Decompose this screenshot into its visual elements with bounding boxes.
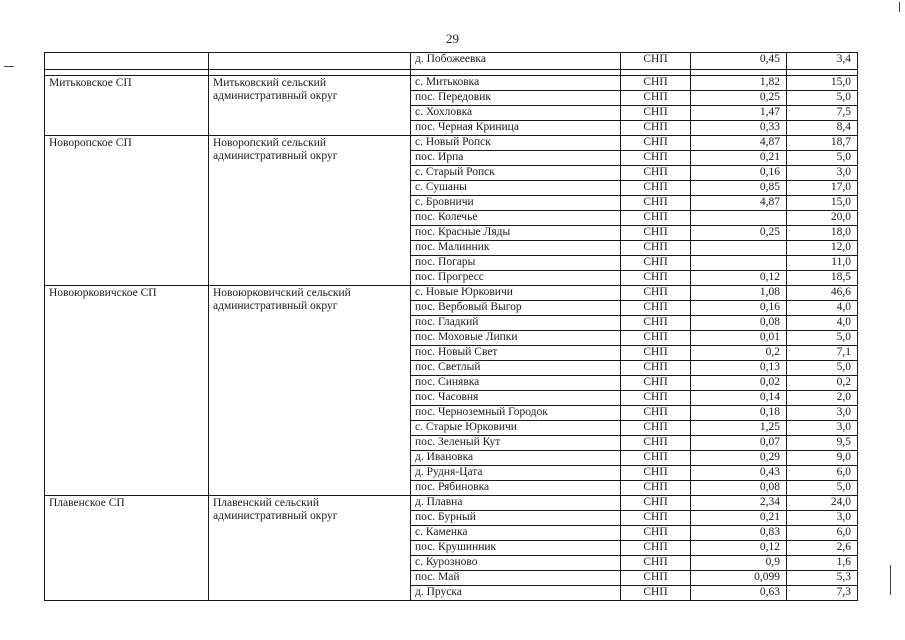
distance-cell: 5,0 — [787, 331, 858, 346]
area-cell — [691, 256, 787, 271]
distance-cell: 18,0 — [787, 226, 858, 241]
settlement-type-cell: СНП — [621, 331, 691, 346]
settlement-name-cell: с. Каменка — [411, 526, 621, 541]
okrug-cell: Митьковский сельский административный округ — [209, 76, 411, 136]
settlement-name-cell: пос. Май — [411, 571, 621, 586]
area-cell: 0,85 — [691, 181, 787, 196]
area-cell: 0,21 — [691, 151, 787, 166]
settlement-name-cell: с. Старые Юрковичи — [411, 421, 621, 436]
table-row — [45, 286, 858, 301]
area-cell: 0,13 — [691, 361, 787, 376]
distance-cell: 5,0 — [787, 361, 858, 376]
area-cell: 0,07 — [691, 436, 787, 451]
settlement-name-cell: с. Старый Ропск — [411, 166, 621, 181]
area-cell: 0,01 — [691, 331, 787, 346]
settlement-name-cell: пос. Зеленый Кут — [411, 436, 621, 451]
settlement-type-cell: СНП — [621, 361, 691, 376]
settlement-name-cell: с. Новые Юрковичи — [411, 286, 621, 301]
settlement-name-cell: пос. Синявка — [411, 376, 621, 391]
distance-cell: 7,1 — [787, 346, 858, 361]
district-cell: Новоюрковичское СП — [45, 286, 209, 496]
settlement-name-cell: с. Бровничи — [411, 196, 621, 211]
area-cell: 0,02 — [691, 376, 787, 391]
settlement-type-cell: СНП — [621, 241, 691, 256]
area-cell: 1,82 — [691, 76, 787, 91]
area-cell — [691, 241, 787, 256]
settlement-name-cell: пос. Черноземный Городок — [411, 406, 621, 421]
settlement-name-cell: пос. Моховые Липки — [411, 331, 621, 346]
settlement-name-cell: пос. Черная Криница — [411, 121, 621, 136]
settlement-type-cell: СНП — [621, 346, 691, 361]
distance-cell: 18,7 — [787, 136, 858, 151]
area-cell: 1,25 — [691, 421, 787, 436]
settlement-type-cell: СНП — [621, 151, 691, 166]
distance-cell: 8,4 — [787, 121, 858, 136]
settlement-type-cell: СНП — [621, 526, 691, 541]
table-row — [45, 136, 858, 151]
table-row — [45, 76, 858, 91]
settlement-name-cell: с. Митьковка — [411, 76, 621, 91]
settlement-type-cell: СНП — [621, 76, 691, 91]
okrug-cell: Новоюрковичский сельский административный округ — [209, 286, 411, 496]
settlement-type-cell: СНП — [621, 196, 691, 211]
distance-cell: 6,0 — [787, 466, 858, 481]
area-cell: 0,43 — [691, 466, 787, 481]
distance-cell: 3,0 — [787, 511, 858, 526]
settlement-type-cell: СНП — [621, 466, 691, 481]
settlement-type-cell: СНП — [621, 226, 691, 241]
area-cell: 4,87 — [691, 136, 787, 151]
area-cell: 0,29 — [691, 451, 787, 466]
settlement-name-cell: пос. Колечье — [411, 211, 621, 226]
distance-cell: 3,0 — [787, 421, 858, 436]
area-cell: 4,87 — [691, 196, 787, 211]
area-cell: 0,08 — [691, 481, 787, 496]
area-cell: 0,45 — [691, 53, 787, 70]
settlement-name-cell: пос. Ирпа — [411, 151, 621, 166]
settlement-name-cell: пос. Светлый — [411, 361, 621, 376]
distance-cell: 12,0 — [787, 241, 858, 256]
area-cell: 0,25 — [691, 226, 787, 241]
distance-cell: 4,0 — [787, 316, 858, 331]
area-cell: 0,9 — [691, 556, 787, 571]
okrug-cell — [209, 53, 411, 70]
area-cell: 0,33 — [691, 121, 787, 136]
settlement-name-cell: д. Рудня-Цата — [411, 466, 621, 481]
scan-mark-right — [890, 565, 891, 595]
district-cell — [45, 53, 209, 70]
settlement-name-cell: пос. Бурный — [411, 511, 621, 526]
distance-cell: 7,3 — [787, 586, 858, 601]
settlement-name-cell: д. Побожеевка — [411, 53, 621, 70]
settlement-name-cell: с. Сушаны — [411, 181, 621, 196]
settlement-type-cell: СНП — [621, 391, 691, 406]
settlement-type-cell: СНП — [621, 451, 691, 466]
distance-cell: 7,5 — [787, 106, 858, 121]
area-cell: 0,16 — [691, 166, 787, 181]
settlement-name-cell: пос. Крушинник — [411, 541, 621, 556]
settlement-type-cell: СНП — [621, 586, 691, 601]
distance-cell: 15,0 — [787, 196, 858, 211]
settlement-name-cell: с. Хохловка — [411, 106, 621, 121]
distance-cell: 15,0 — [787, 76, 858, 91]
settlement-type-cell: СНП — [621, 121, 691, 136]
area-cell: 1,08 — [691, 286, 787, 301]
area-cell: 0,18 — [691, 406, 787, 421]
area-cell: 0,12 — [691, 271, 787, 286]
distance-cell: 5,0 — [787, 151, 858, 166]
settlement-type-cell: СНП — [621, 211, 691, 226]
area-cell: 0,08 — [691, 316, 787, 331]
settlement-type-cell: СНП — [621, 106, 691, 121]
district-cell: Митьковское СП — [45, 76, 209, 136]
settlement-name-cell: д. Плавна — [411, 496, 621, 511]
distance-cell: 11,0 — [787, 256, 858, 271]
settlement-name-cell: пос. Прогресс — [411, 271, 621, 286]
settlement-type-cell: СНП — [621, 496, 691, 511]
table-row — [45, 53, 858, 70]
settlement-type-cell: СНП — [621, 556, 691, 571]
settlement-name-cell: пос. Передовик — [411, 91, 621, 106]
area-cell: 1,47 — [691, 106, 787, 121]
settlement-type-cell: СНП — [621, 541, 691, 556]
area-cell: 0,099 — [691, 571, 787, 586]
area-cell: 0,12 — [691, 541, 787, 556]
settlement-type-cell: СНП — [621, 316, 691, 331]
distance-cell: 3,4 — [787, 53, 858, 70]
settlement-name-cell: д. Пруска — [411, 586, 621, 601]
distance-cell: 17,0 — [787, 181, 858, 196]
settlement-type-cell: СНП — [621, 166, 691, 181]
distance-cell: 24,0 — [787, 496, 858, 511]
settlements-table — [44, 52, 858, 601]
settlement-name-cell: с. Новый Ропск — [411, 136, 621, 151]
area-cell: 0,21 — [691, 511, 787, 526]
settlement-type-cell: СНП — [621, 91, 691, 106]
area-cell: 0,63 — [691, 586, 787, 601]
distance-cell: 0,2 — [787, 376, 858, 391]
settlement-type-cell: СНП — [621, 421, 691, 436]
distance-cell: 5,0 — [787, 481, 858, 496]
settlement-name-cell: пос. Малинник — [411, 241, 621, 256]
settlement-type-cell: СНП — [621, 571, 691, 586]
settlement-type-cell: СНП — [621, 136, 691, 151]
settlement-type-cell: СНП — [621, 286, 691, 301]
area-cell — [691, 211, 787, 226]
area-cell: 0,2 — [691, 346, 787, 361]
distance-cell: 1,6 — [787, 556, 858, 571]
okrug-cell: Новоропский сельский административный округ — [209, 136, 411, 286]
settlement-type-cell: СНП — [621, 301, 691, 316]
settlement-name-cell: пос. Погары — [411, 256, 621, 271]
distance-cell: 46,6 — [787, 286, 858, 301]
distance-cell: 9,5 — [787, 436, 858, 451]
area-cell: 0,83 — [691, 526, 787, 541]
distance-cell: 3,0 — [787, 166, 858, 181]
scan-mark-left — [4, 66, 14, 67]
settlement-name-cell: пос. Новый Свет — [411, 346, 621, 361]
settlement-type-cell: СНП — [621, 436, 691, 451]
table-body — [45, 53, 858, 601]
settlement-name-cell: пос. Часовня — [411, 391, 621, 406]
settlement-name-cell: пос. Красные Ляды — [411, 226, 621, 241]
scan-mark-top-right — [899, 2, 900, 12]
distance-cell: 9,0 — [787, 451, 858, 466]
settlement-type-cell: СНП — [621, 406, 691, 421]
settlement-type-cell: СНП — [621, 181, 691, 196]
distance-cell: 5,0 — [787, 91, 858, 106]
okrug-cell: Плавенский сельский административный округ — [209, 496, 411, 601]
settlement-type-cell: СНП — [621, 53, 691, 70]
settlement-name-cell: пос. Вербовый Выгор — [411, 301, 621, 316]
page-number: 29 — [446, 31, 459, 46]
area-cell: 0,25 — [691, 91, 787, 106]
settlement-name-cell: д. Ивановка — [411, 451, 621, 466]
district-cell: Новоропское СП — [45, 136, 209, 286]
distance-cell: 20,0 — [787, 211, 858, 226]
settlement-type-cell: СНП — [621, 271, 691, 286]
settlement-type-cell: СНП — [621, 376, 691, 391]
district-cell: Плавенское СП — [45, 496, 209, 601]
settlement-name-cell: с. Курозново — [411, 556, 621, 571]
table-row — [45, 496, 858, 511]
distance-cell: 3,0 — [787, 406, 858, 421]
distance-cell: 2,0 — [787, 391, 858, 406]
settlement-type-cell: СНП — [621, 256, 691, 271]
area-cell: 0,16 — [691, 301, 787, 316]
distance-cell: 18,5 — [787, 271, 858, 286]
distance-cell: 5,3 — [787, 571, 858, 586]
settlement-type-cell: СНП — [621, 481, 691, 496]
settlement-name-cell: пос. Гладкий — [411, 316, 621, 331]
settlement-name-cell: пос. Рябиновка — [411, 481, 621, 496]
area-cell: 2,34 — [691, 496, 787, 511]
distance-cell: 6,0 — [787, 526, 858, 541]
settlement-type-cell: СНП — [621, 511, 691, 526]
distance-cell: 4,0 — [787, 301, 858, 316]
distance-cell: 2,6 — [787, 541, 858, 556]
area-cell: 0,14 — [691, 391, 787, 406]
